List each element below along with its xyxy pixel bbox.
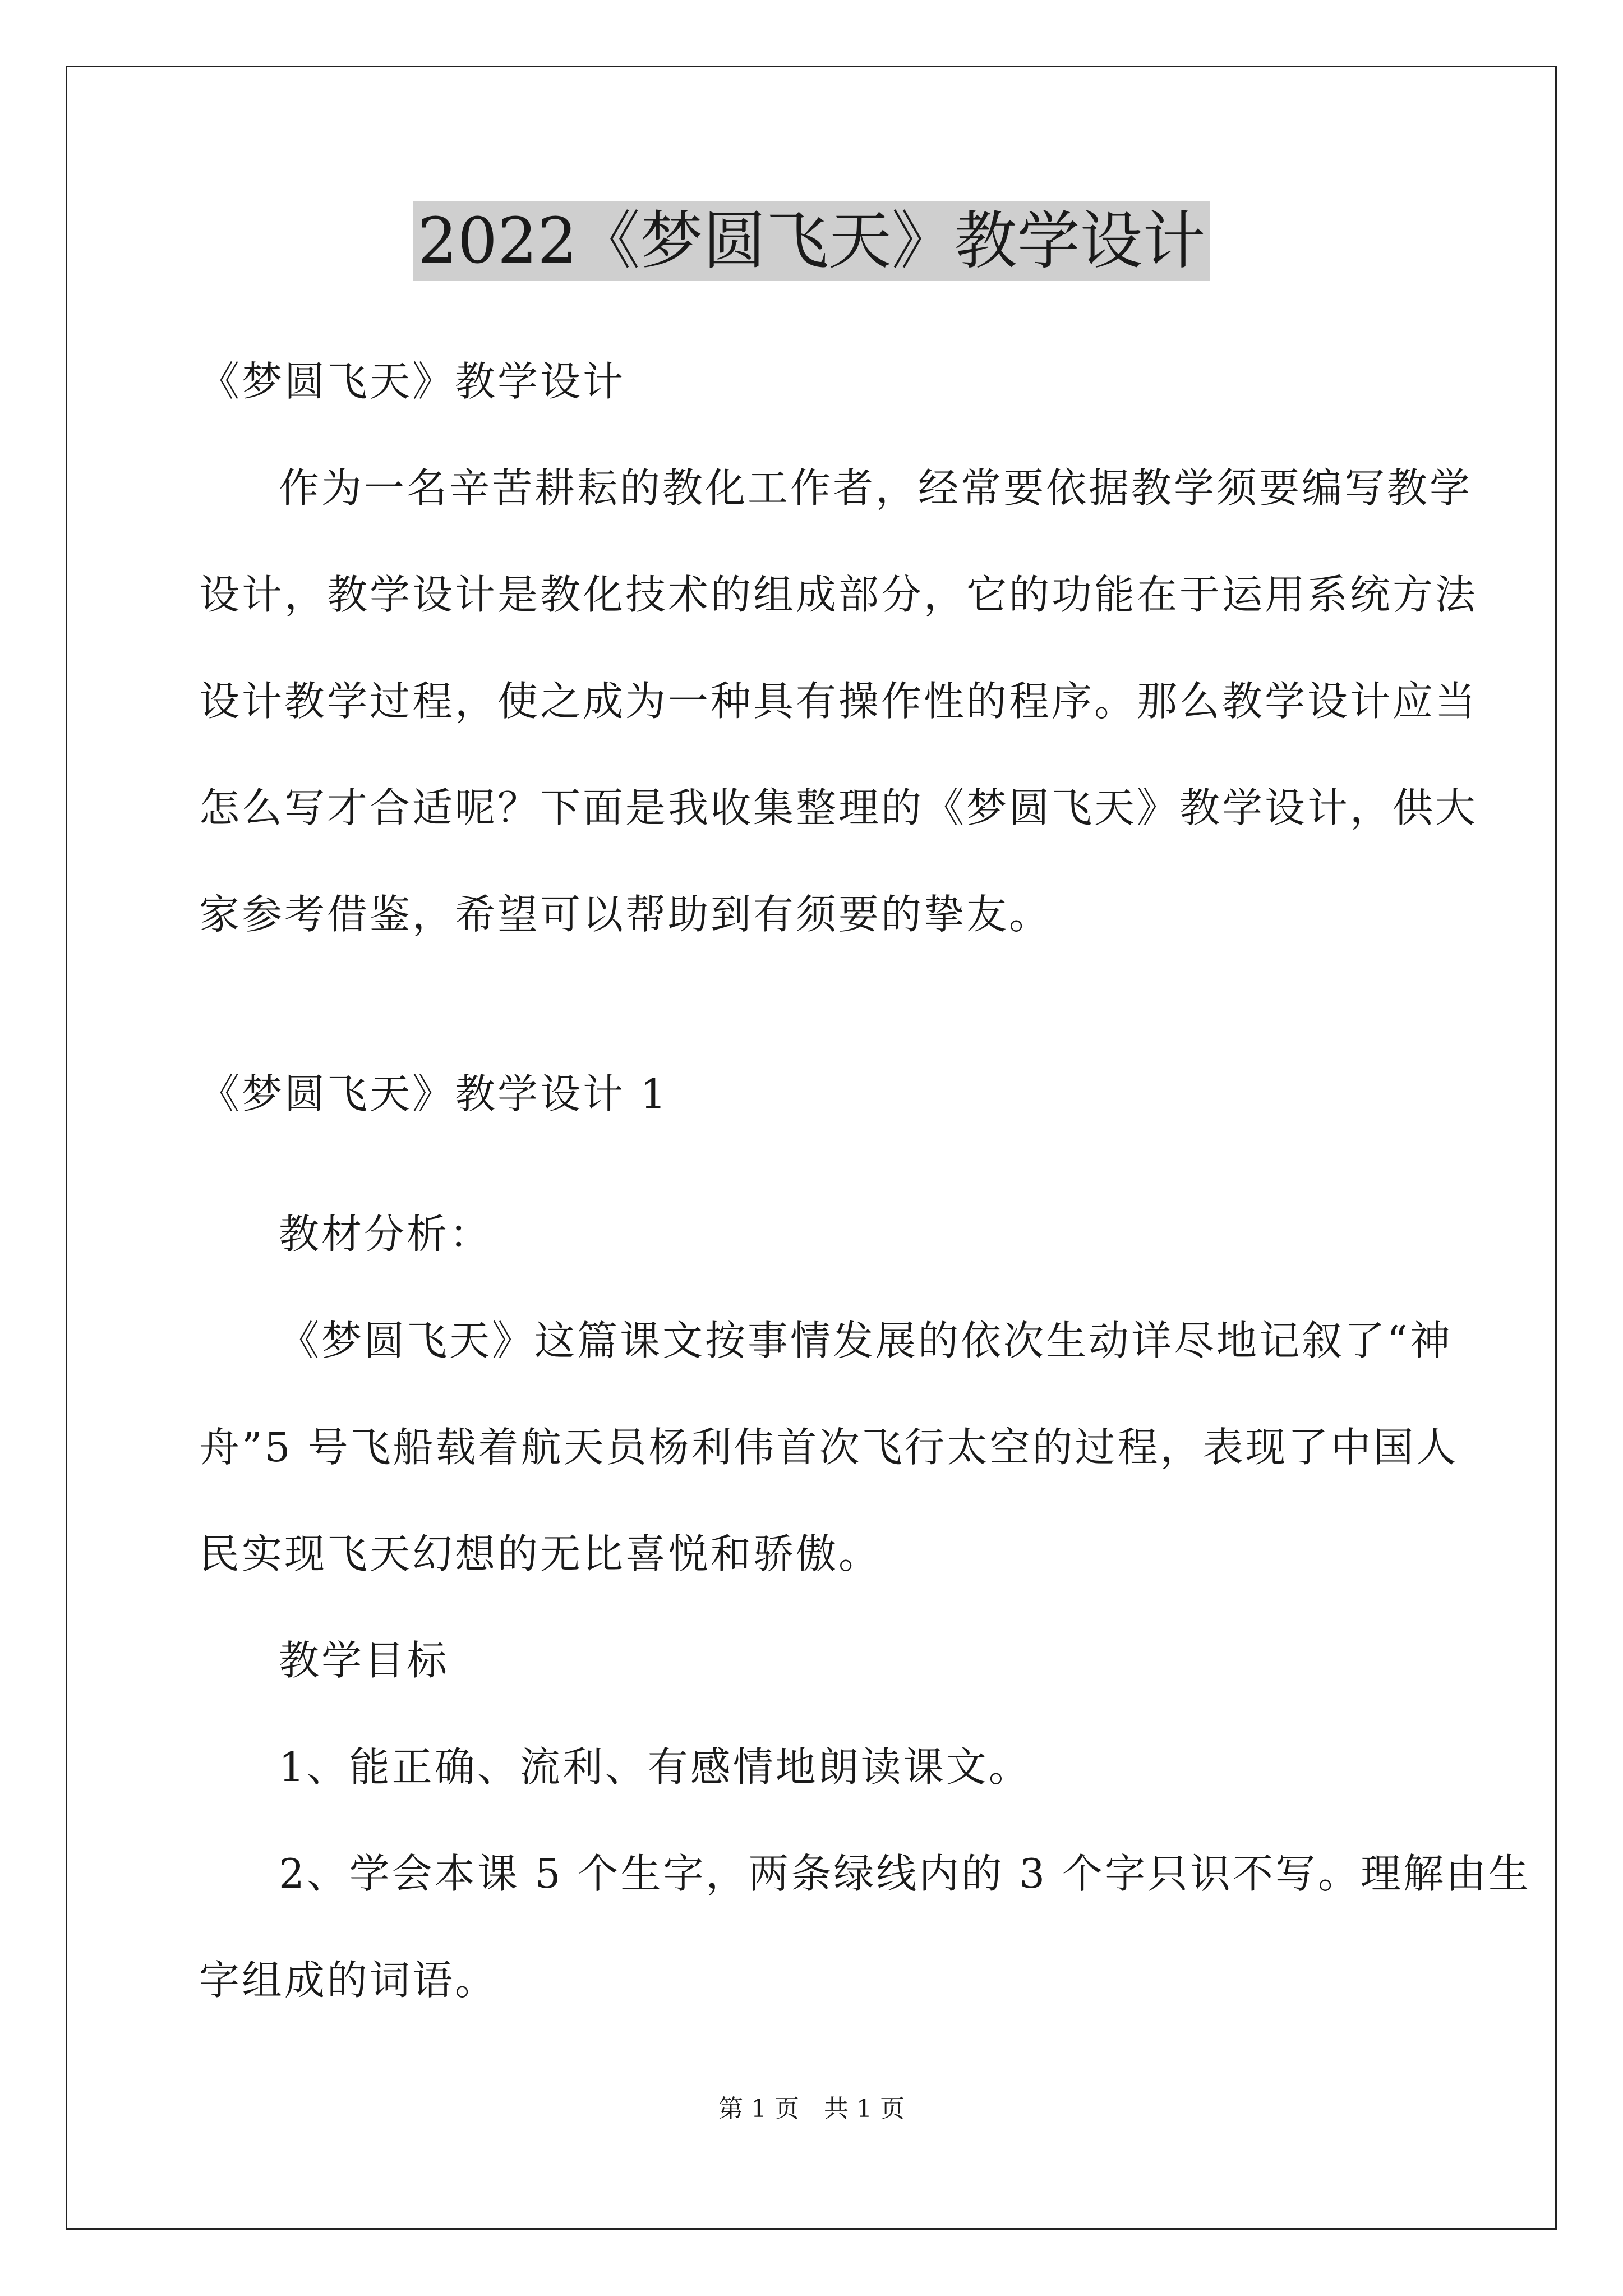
analysis-line-1: 《梦圆飞天》这篇课文按事情发展的依次生动详尽地记叙了“神 — [279, 1317, 1453, 1364]
subtitle: 《梦圆飞天》教学设计 — [199, 358, 626, 405]
page-footer: 第 1 页 共 1 页 — [718, 2095, 905, 2123]
document-title — [0, 202, 1623, 280]
goal-2-line-1: 2、学会本课 5 个生字，两条绿线内的 3 个字只识不写。理解由生 — [279, 1850, 1531, 1897]
intro-line-4: 怎么写才合适呢？下面是我收集整理的《梦圆飞天》教学设计，供大 — [199, 784, 1478, 831]
analysis-line-3: 民实现飞天幻想的无比喜悦和骄傲。 — [199, 1530, 882, 1577]
goal-2-line-2: 字组成的词语。 — [199, 1957, 498, 2004]
intro-line-1: 作为一名辛苦耕耘的教化工作者，经常要依据教学须要编写教学 — [279, 464, 1473, 512]
goal-1: 1、能正确、流利、有感情地朗读课文。 — [279, 1743, 1031, 1791]
analysis-line-2: 舟”5 号飞船载着航天员杨利伟首次飞行太空的过程，表现了中国人 — [199, 1424, 1459, 1471]
intro-line-2: 设计，教学设计是教化技术的组成部分，它的功能在于运用系统方法 — [199, 571, 1478, 618]
intro-line-5: 家参考借鉴，希望可以帮助到有须要的挚友。 — [199, 891, 1052, 938]
section-heading: 《梦圆飞天》教学设计 1 — [199, 1070, 668, 1117]
analysis-label: 教材分析： — [279, 1211, 492, 1258]
document-title-text: 2022《梦圆飞天》教学设计 — [413, 201, 1210, 281]
goals-label: 教学目标 — [279, 1637, 450, 1684]
intro-line-3: 设计教学过程，使之成为一种具有操作性的程序。那么教学设计应当 — [199, 678, 1478, 725]
